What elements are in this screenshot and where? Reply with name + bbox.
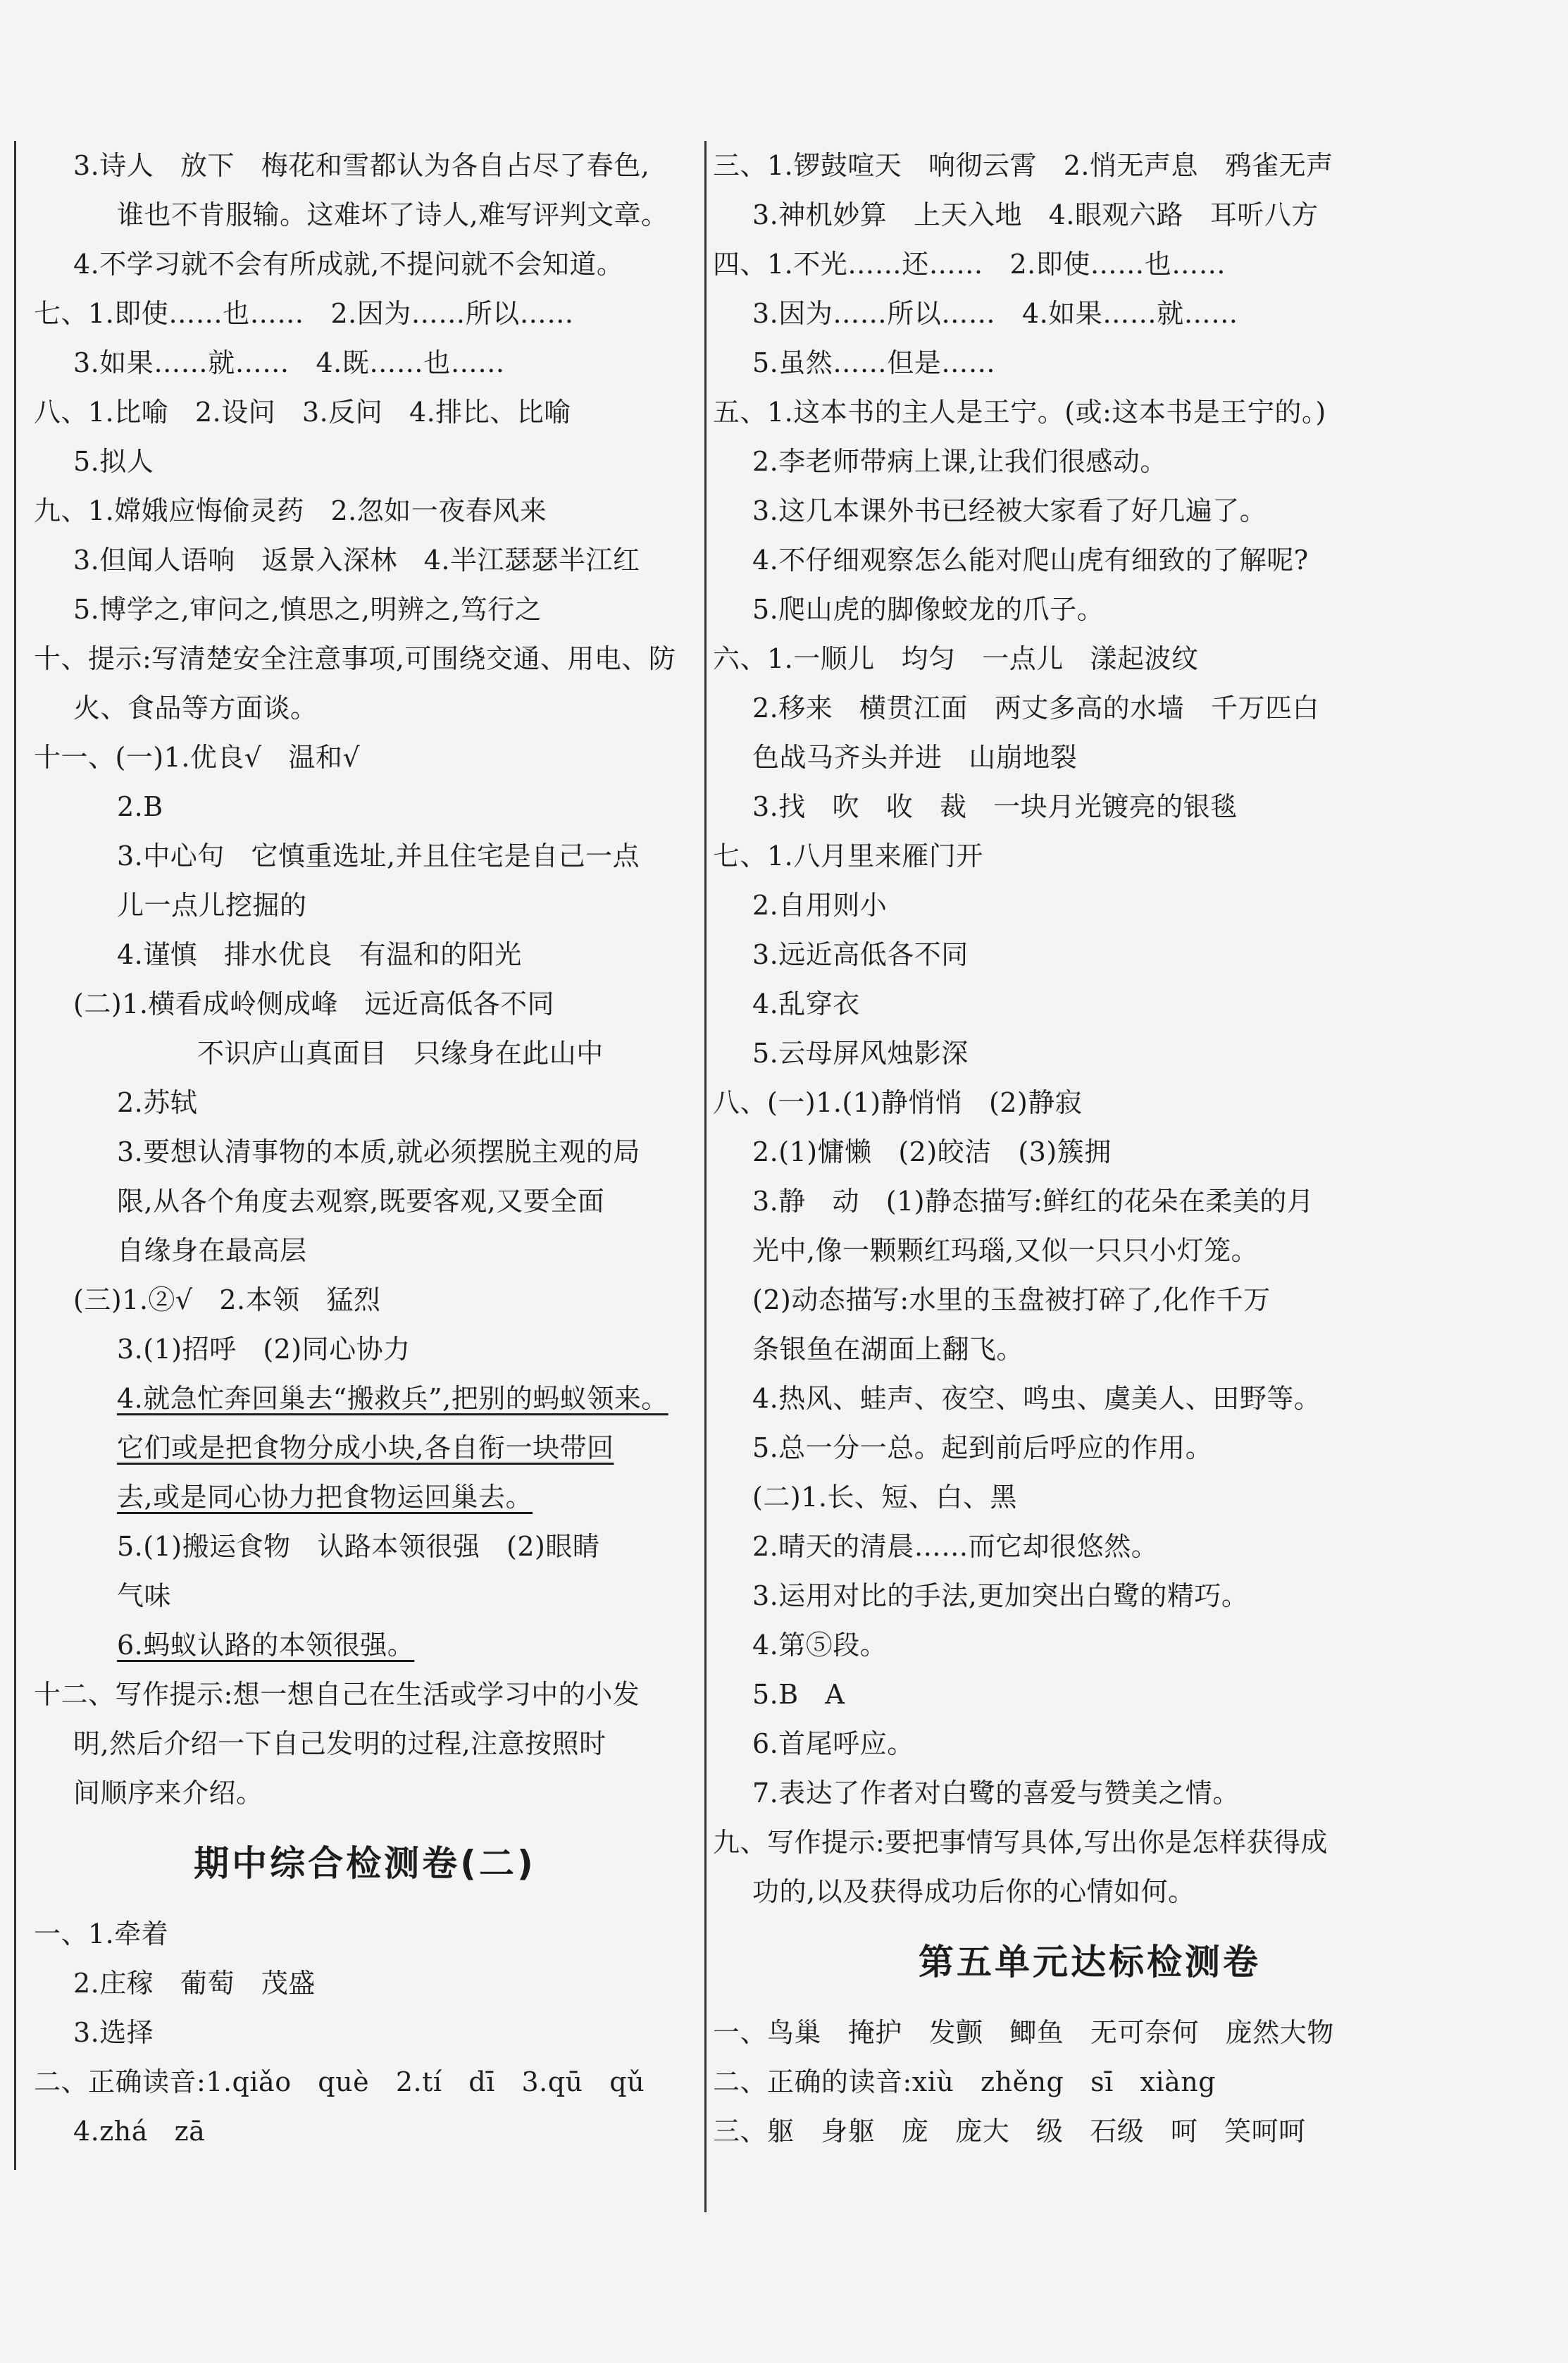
answer-line: 限,从各个角度去观察,既要客观,又要全面 [117, 1186, 605, 1217]
answer-line: 三、躯 身躯 庞 庞大 级 石级 呵 笑呵呵 [713, 2116, 1306, 2147]
answer-line: 4.zhá zā [73, 2116, 206, 2147]
answer-line: 3.中心句 它慎重选址,并且住宅是自己一点 [117, 841, 640, 872]
answer-line: 五、1.这本书的主人是王宁。(或:这本书是王宁的。) [713, 397, 1326, 428]
answer-line: 九、1.嫦娥应悔偷灵药 2.忽如一夜春风来 [34, 495, 547, 526]
answer-line: 气味 [117, 1580, 172, 1611]
left-margin-rule [14, 141, 16, 2170]
answer-line: 2.(1)慵懒 (2)皎洁 (3)簇拥 [752, 1136, 1112, 1167]
column-divider [704, 141, 707, 2212]
answer-line: 5.B A [752, 1679, 845, 1710]
answer-line: 儿一点儿挖掘的 [117, 890, 307, 921]
answer-line: (二)1.长、短、白、黑 [752, 1482, 1017, 1513]
left-column [34, 141, 696, 2156]
answer-line: 4.热风、蛙声、夜空、鸣虫、虞美人、田野等。 [752, 1383, 1321, 1414]
answer-line: (二)1.横看成岭侧成峰 远近高低各不同 [73, 988, 555, 1019]
answer-line: (2)动态描写:水里的玉盘被打碎了,化作千万 [752, 1284, 1271, 1315]
answer-line: 2.晴天的清晨……而它却很悠然。 [752, 1531, 1159, 1562]
answer-line: 3.如果……就…… 4.既……也…… [73, 347, 505, 378]
answer-line: 3.神机妙算 上天入地 4.眼观六路 耳听八方 [752, 199, 1319, 230]
answer-list-right [713, 141, 1424, 1916]
answer-line: 3.远近高低各不同 [752, 939, 969, 970]
section-title-midterm: 期中综合检测卷(二) [194, 1843, 536, 1884]
answer-line: 3.这几本课外书已经被大家看了好几遍了。 [752, 495, 1267, 526]
answer-line: 色战马齐头并进 山崩地裂 [752, 742, 1078, 773]
answer-line: 4.不仔细观察怎么能对爬山虎有细致的了解呢? [752, 545, 1309, 576]
answer-line: 3.因为……所以…… 4.如果……就…… [752, 298, 1238, 329]
answer-line: 3.选择 [73, 2017, 154, 2048]
answer-line: 5.爬山虎的脚像蛟龙的爪子。 [752, 594, 1105, 625]
answer-line: 九、写作提示:要把事情写具体,写出你是怎样获得成 [713, 1827, 1328, 1858]
answer-line: 八、(一)1.(1)静悄悄 (2)静寂 [713, 1087, 1083, 1118]
answer-line: 7.表达了作者对白鹭的喜爱与赞美之情。 [752, 1778, 1240, 1809]
answer-line: 3.静 动 (1)静态描写:鲜红的花朵在柔美的月 [752, 1186, 1314, 1217]
answer-line: 七、1.即使……也…… 2.因为……所以…… [34, 298, 574, 329]
answer-line: 条银鱼在湖面上翻飞。 [752, 1334, 1024, 1365]
answer-line: 4.不学习就不会有所成就,不提问就不会知道。 [73, 249, 624, 280]
answer-list-right-unit5 [713, 2008, 1424, 2156]
answer-line: 3.但闻人语响 返景入深林 4.半江瑟瑟半江红 [73, 545, 640, 576]
answer-line: 3.运用对比的手法,更加突出白鹭的精巧。 [752, 1580, 1249, 1611]
answer-line: 6.蚂蚁认路的本领很强。 [117, 1630, 415, 1661]
answer-line: 4.谨慎 排水优良 有温和的阳光 [117, 939, 522, 970]
answer-line: 2.移来 横贯江面 两丈多高的水墙 千万匹白 [752, 693, 1319, 724]
answer-line: 去,或是同心协力把食物运回巢去。 [117, 1482, 533, 1513]
answer-line: 3.要想认清事物的本质,就必须摆脱主观的局 [117, 1136, 640, 1167]
answer-line: 四、1.不光……还…… 2.即使……也…… [713, 249, 1226, 280]
answer-line: 十二、写作提示:想一想自己在生活或学习中的小发 [34, 1679, 640, 1710]
answer-line: 谁也不肯服输。这难坏了诗人,难写评判文章。 [117, 199, 668, 230]
answer-line: 5.虽然……但是…… [752, 347, 996, 378]
answer-line: 5.(1)搬运食物 认路本领很强 (2)眼睛 [117, 1531, 600, 1562]
right-column [713, 141, 1424, 2156]
answer-line: 2.B [117, 791, 163, 822]
answer-line: 十一、(一)1.优良√ 温和√ [34, 742, 361, 773]
answer-line: 4.第⑤段。 [752, 1630, 888, 1661]
answer-line: 6.首尾呼应。 [752, 1728, 914, 1759]
answer-line: 间顺序来介绍。 [73, 1778, 263, 1809]
answer-list-left-midterm [34, 1909, 696, 2156]
answer-list-left [34, 141, 696, 1818]
answer-line: 一、1.牵着 [34, 1918, 169, 1949]
answer-line: 3.找 吹 收 裁 一块月光镀亮的银毯 [752, 791, 1238, 822]
answer-line: 2.庄稼 葡萄 茂盛 [73, 1968, 316, 1999]
answer-line: 三、1.锣鼓喧天 响彻云霄 2.悄无声息 鸦雀无声 [713, 150, 1333, 181]
answer-line: 2.自用则小 [752, 890, 888, 921]
section-title-unit5: 第五单元达标检测卷 [919, 1942, 1261, 1983]
answer-line: 八、1.比喻 2.设问 3.反问 4.排比、比喻 [34, 397, 571, 428]
answer-line: 七、1.八月里来雁门开 [713, 841, 983, 872]
answer-line: 3.(1)招呼 (2)同心协力 [117, 1334, 411, 1365]
answer-line: 它们或是把食物分成小块,各自衔一块带回 [117, 1432, 614, 1463]
answer-line: 4.就急忙奔回巢去“搬救兵”,把别的蚂蚁领来。 [117, 1383, 668, 1414]
answer-line: (三)1.②√ 2.本领 猛烈 [73, 1284, 381, 1315]
answer-line: 一、鸟巢 掩护 发颤 鲫鱼 无可奈何 庞然大物 [713, 2017, 1334, 2048]
answer-line: 2.苏轼 [117, 1087, 198, 1118]
answer-line: 二、正确的读音:xiù zhěng sī xiàng [713, 2066, 1217, 2097]
answer-line: 自缘身在最高层 [117, 1235, 307, 1266]
answer-line: 六、1.一顺儿 均匀 一点儿 漾起波纹 [713, 643, 1199, 674]
answer-line: 5.总一分一总。起到前后呼应的作用。 [752, 1432, 1213, 1463]
answer-line: 火、食品等方面谈。 [73, 693, 318, 724]
answer-line: 功的,以及获得成功后你的心情如何。 [752, 1876, 1195, 1907]
answer-line: 4.乱穿衣 [752, 988, 860, 1019]
answer-line: 3.诗人 放下 梅花和雪都认为各自占尽了春色, [73, 150, 650, 181]
answer-line: 5.博学之,审问之,慎思之,明辨之,笃行之 [73, 594, 542, 625]
answer-line: 5.云母屏风烛影深 [752, 1038, 969, 1069]
answer-line: 5.拟人 [73, 446, 154, 477]
answer-line: 十、提示:写清楚安全注意事项,可围绕交通、用电、防 [34, 643, 676, 674]
answer-line: 二、正确读音:1.qiǎo què 2.tí dī 3.qū qǔ [34, 2066, 645, 2097]
answer-line: 2.李老师带病上课,让我们很感动。 [752, 446, 1167, 477]
answer-line: 光中,像一颗颗红玛瑙,又似一只只小灯笼。 [752, 1235, 1259, 1266]
answer-line: 不识庐山真面目 只缘身在此山中 [197, 1038, 604, 1069]
answer-line: 明,然后介绍一下自己发明的过程,注意按照时 [73, 1728, 606, 1759]
